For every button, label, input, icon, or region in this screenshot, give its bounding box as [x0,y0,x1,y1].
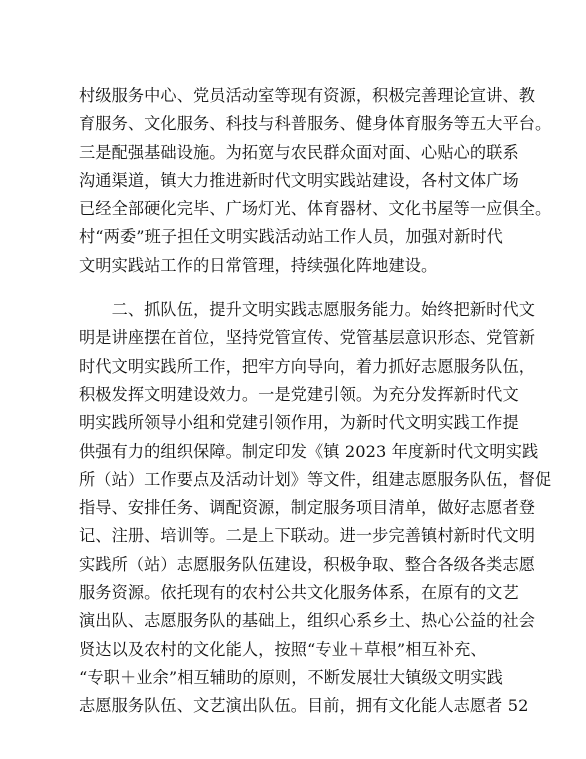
text-line: 时代文明实践所工作，把牢方向导向，着力抓好志愿服务队伍， [79,356,536,376]
text-line: 已经全部硬化完毕、广场灯光、体育器材、文化书屋等一应俱全。 [79,199,552,219]
paragraph-2 [79,296,552,720]
text-line: 村级服务中心、党员活动室等现有资源，积极完善理论宣讲、教 [79,86,536,105]
text-line: 明是讲座摆在首位，坚持党管宣传、党管基层意识形态、党管新 [79,328,536,348]
text-line: 村“两委”班子担任文明实践活动站工作人员，加强对新时代 [79,227,503,247]
paragraph-1 [79,82,552,280]
text-line: 志愿服务队伍、文艺演出队伍。目前，拥有文化能人志愿者 52 [79,696,529,716]
text-line: 所（站）工作要点及活动计划》等文件，组建志愿服务队伍，督促 [79,469,552,489]
text-line: 积极发挥文明建设效力。一是党建引领。为充分发挥新时代文 [79,384,519,404]
text-line: 记、注册、培训等。二是上下联动。进一步完善镇村新时代文明 [79,526,536,546]
text-line: 演出队、志愿服务队的基础上，组织心系乡土、热心公益的社会 [79,611,536,631]
text-line: 贤达以及农村的文化能人，按照“专业＋草根”相互补充、 [79,639,487,659]
text-line: 文明实践站工作的日常管理，持续强化阵地建设。 [79,255,438,275]
body-text [79,82,552,721]
text-line: 育服务、文化服务、科技与科普服务、健身体育服务等五大平台。 [79,114,552,134]
text-line: 服务资源。依托现有的农村公共文化服务体系，在原有的文艺 [79,583,519,603]
text-line: 明实践所领导小组和党建引领作用，为新时代文明实践工作提 [79,413,519,433]
text-line: 沟通渠道，镇大力推进新时代文明实践站建设，各村文体广场 [79,170,519,190]
text-line: “专职＋业余”相互辅助的原则，不断发展壮大镇级文明实践 [79,667,503,687]
text-line: 三是配强基础设施。为拓宽与农民群众面对面、心贴心的联系 [79,142,519,162]
text-line: 供强有力的组织保障。制定印发《镇 2023 年度新时代文明实践 [79,441,539,461]
paragraph-spacer [79,280,519,296]
text-line: 指导、安排任务、调配资源，制定服务项目清单，做好志愿者登 [79,498,536,518]
text-line: 二、抓队伍，提升文明实践志愿服务能力。始终把新时代文 [79,300,536,320]
text-line: 实践所（站）志愿服务队伍建设，积极争取、整合各级各类志愿 [79,554,536,574]
